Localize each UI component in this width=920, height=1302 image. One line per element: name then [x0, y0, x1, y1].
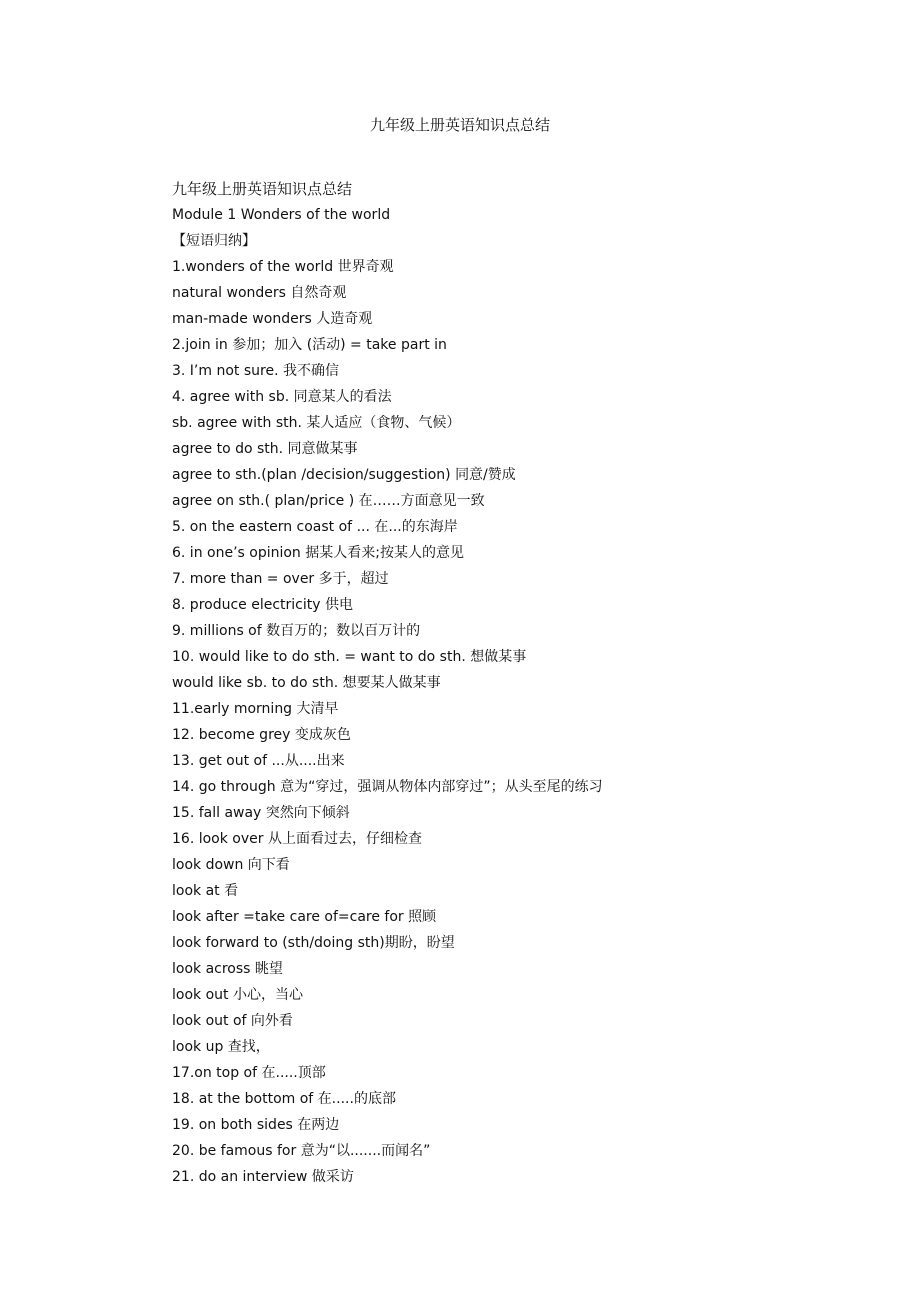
phrase-line: man-made wonders 人造奇观: [172, 311, 373, 327]
phrase-line: natural wonders 自然奇观: [172, 285, 347, 301]
phrase-line: 7. more than = over 多于，超过: [172, 571, 389, 587]
document-body: [172, 176, 892, 1190]
phrase-line: look up 查找，: [172, 1039, 270, 1055]
phrase-line: 8. produce electricity 供电: [172, 597, 353, 613]
phrase-line: sb. agree with sth. 某人适应（食物、气候）: [172, 415, 461, 431]
phrase-line: 9. millions of 数百万的；数以百万计的: [172, 623, 421, 639]
phrase-line: look across 眺望: [172, 961, 283, 977]
phrase-line: 1.wonders of the world 世界奇观: [172, 259, 394, 275]
phrase-line: look out of 向外看: [172, 1013, 293, 1029]
phrase-line: 21. do an interview 做采访: [172, 1169, 354, 1185]
phrase-line: 3. I’m not sure. 我不确信: [172, 363, 339, 379]
phrase-line: 5. on the eastern coast of ... 在...的东海岸: [172, 519, 458, 535]
section-heading-phrases: 【短语归纳】: [172, 233, 256, 249]
phrase-line: 14. go through 意为“穿过，强调从物体内部穿过”；从头至尾的练习: [172, 779, 603, 795]
phrase-line: 16. look over 从上面看过去，仔细检查: [172, 831, 422, 847]
phrase-line: 6. in one’s opinion 据某人看来;按某人的意见: [172, 545, 464, 561]
phrase-line: agree on sth.( plan/price ) 在……方面意见一致: [172, 493, 485, 509]
phrase-line: look forward to (sth/doing sth)期盼，盼望: [172, 935, 455, 951]
phrase-line: agree to sth.(plan /decision/suggestion) 同意/赞成: [172, 467, 516, 483]
phrase-line: look after =take care of=care for 照顾: [172, 909, 437, 925]
phrase-line: 15. fall away 突然向下倾斜: [172, 805, 350, 821]
phrase-line: 4. agree with sb. 同意某人的看法: [172, 389, 392, 405]
phrase-line: 2.join in 参加；加入 (活动) = take part in: [172, 337, 447, 353]
phrase-line: look down 向下看: [172, 857, 290, 873]
page-title: 九年级上册英语知识点总结: [369, 116, 550, 134]
phrase-line: 11.early morning 大清早: [172, 701, 339, 717]
phrase-line: 10. would like to do sth. = want to do sth. 想做某事: [172, 649, 527, 665]
phrase-line: look out 小心，当心: [172, 987, 303, 1003]
phrase-line: look at 看: [172, 883, 239, 899]
module-title: Module 1 Wonders of the world: [172, 207, 391, 223]
phrase-line: 12. become grey 变成灰色: [172, 727, 351, 743]
body-heading: 九年级上册英语知识点总结: [172, 180, 353, 198]
phrase-line: 18. at the bottom of 在.....的底部: [172, 1091, 396, 1107]
phrase-line: 13. get out of ...从....出来: [172, 753, 345, 769]
phrase-line: would like sb. to do sth. 想要某人做某事: [172, 675, 441, 691]
phrase-line: 19. on both sides 在两边: [172, 1117, 340, 1133]
phrase-line: 20. be famous for 意为“以.......而闻名”: [172, 1143, 431, 1159]
phrase-line: agree to do sth. 同意做某事: [172, 441, 358, 457]
phrase-line: 17.on top of 在.....顶部: [172, 1065, 326, 1081]
